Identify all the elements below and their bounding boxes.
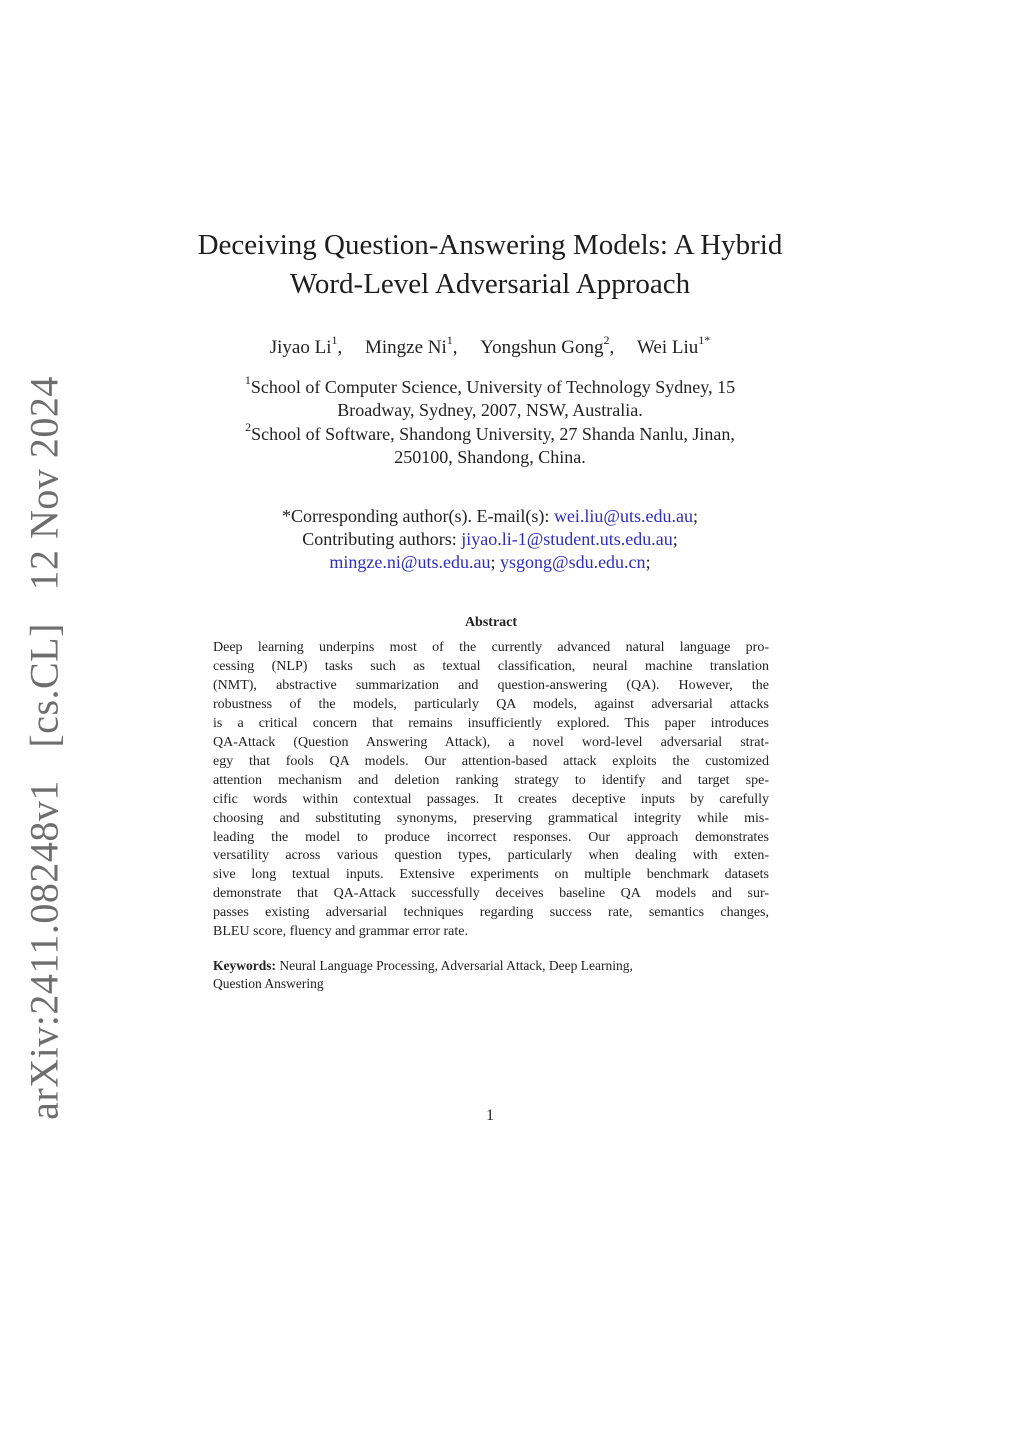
keywords-line bbox=[213, 957, 769, 975]
contributing-label: Contributing authors: bbox=[302, 529, 457, 549]
title-line-2: Word-Level Adversarial Approach bbox=[289, 268, 691, 300]
abstract-body bbox=[213, 639, 769, 942]
keywords-text: Neural Language Processing, Adversarial Attack, Deep Learning, bbox=[279, 958, 633, 973]
author bbox=[480, 333, 615, 359]
abstract-line: choosing and substituting synonyms, preserving grammatical integrity while mis- bbox=[213, 810, 769, 826]
abstract-line: sive long textual inputs. Extensive experiments on multiple benchmark datasets bbox=[213, 867, 769, 883]
abstract-line: demonstrate that QA-Attack successfully deceives baseline QA models and sur- bbox=[213, 886, 769, 902]
keywords-label: Keywords: bbox=[213, 958, 276, 973]
page-number: 1 bbox=[486, 1107, 494, 1124]
abstract-line: Deep learning underpins most of the currently advanced natural language pro- bbox=[213, 640, 769, 655]
affiliation-1 bbox=[180, 371, 800, 422]
author bbox=[636, 333, 711, 359]
author-name: Jiyao Li bbox=[269, 337, 332, 359]
affiliation-text: School of Software, Shandong University, 27 Shanda Nanlu, Jinan, bbox=[251, 424, 735, 444]
author-affiliation-mark: 1 bbox=[446, 333, 453, 347]
arxiv-id: arXiv:2411.08248v1 bbox=[21, 780, 67, 1120]
keywords-block bbox=[213, 957, 769, 993]
abstract-line: attention mechanism and deletion ranking strategy to identify and target spe- bbox=[213, 772, 769, 788]
abstract-line: egy that fools QA models. Our attention-based attack exploits the customized bbox=[213, 753, 769, 769]
separator: ; bbox=[645, 552, 651, 572]
affiliation-mark: 1 bbox=[244, 373, 251, 387]
author-separator: , bbox=[609, 337, 615, 359]
abstract-line: QA-Attack (Question Answering Attack), a novel word-level adversarial strat- bbox=[213, 734, 769, 750]
correspondence-block bbox=[180, 505, 800, 574]
separator: ; bbox=[490, 552, 496, 572]
affiliation-text: School of Computer Science, University of Technology Sydney, 15 bbox=[250, 377, 736, 397]
author-separator: , bbox=[337, 337, 343, 359]
author-affiliation-mark: 2 bbox=[603, 333, 610, 347]
author-name: Mingze Ni bbox=[365, 337, 447, 359]
contributing-email-link[interactable]: jiyao.li-1@student.uts.edu.au bbox=[461, 529, 673, 549]
title-line-1: Deceiving Question-Answering Models: A Hybrid bbox=[197, 229, 783, 261]
abstract-line: is a critical concern that remains insufficiently explored. This paper introduces bbox=[213, 715, 769, 731]
corresponding-label: *Corresponding author(s). E-mail(s): bbox=[281, 506, 550, 526]
abstract-line: cific words within contextual passages. It creates deceptive inputs by carefully bbox=[213, 791, 769, 807]
abstract-heading: Abstract bbox=[464, 615, 518, 630]
author-separator: , bbox=[452, 337, 458, 359]
author-name: Yongshun Gong bbox=[480, 337, 604, 359]
author-affiliation-mark: 1* bbox=[698, 333, 711, 347]
separator: ; bbox=[672, 529, 678, 549]
author bbox=[269, 333, 343, 359]
arxiv-stamp bbox=[21, 376, 68, 1120]
arxiv-date: 12 Nov 2024 bbox=[21, 376, 67, 591]
abstract-line: robustness of the models, particularly QA models, against adversarial attacks bbox=[213, 696, 769, 712]
contributing-email-link[interactable]: ysgong@sdu.edu.cn bbox=[499, 552, 646, 572]
affiliation-2 bbox=[180, 418, 800, 469]
abstract-line: versatility across various question types, particularly when dealing with exten- bbox=[213, 848, 769, 864]
corresponding-email-link[interactable]: wei.liu@uts.edu.au bbox=[553, 506, 693, 526]
author-affiliation-mark: 1 bbox=[331, 333, 338, 347]
arxiv-category: [cs.CL] bbox=[21, 623, 67, 748]
affiliation-line bbox=[180, 371, 800, 399]
abstract-line: leading the model to produce incorrect responses. Our approach demonstrates bbox=[213, 829, 769, 845]
keywords-line: Question Answering bbox=[213, 976, 324, 991]
contributing-line bbox=[180, 528, 800, 551]
contributing-line bbox=[180, 551, 800, 574]
affiliation-line: 250100, Shandong, China. bbox=[394, 447, 586, 467]
abstract-line: cessing (NLP) tasks such as textual classification, neural machine translation bbox=[213, 658, 769, 674]
abstract-line: passes existing adversarial techniques regarding success rate, semantics changes, bbox=[213, 905, 769, 921]
affiliation-line bbox=[180, 418, 800, 446]
author bbox=[365, 333, 458, 359]
separator: ; bbox=[693, 506, 699, 526]
abstract-line: BLEU score, fluency and grammar error rate. bbox=[213, 924, 468, 940]
contributing-email-link[interactable]: mingze.ni@uts.edu.au bbox=[329, 552, 491, 572]
author-list bbox=[160, 335, 820, 359]
affiliation-line: Broadway, Sydney, 2007, NSW, Australia. bbox=[337, 400, 643, 420]
abstract-line: (NMT), abstractive summarization and question-answering (QA). However, the bbox=[213, 677, 769, 693]
affiliation-mark: 2 bbox=[245, 420, 252, 434]
author-name: Wei Liu bbox=[636, 337, 699, 359]
corresponding-line bbox=[180, 505, 800, 528]
paper-title bbox=[160, 226, 820, 304]
